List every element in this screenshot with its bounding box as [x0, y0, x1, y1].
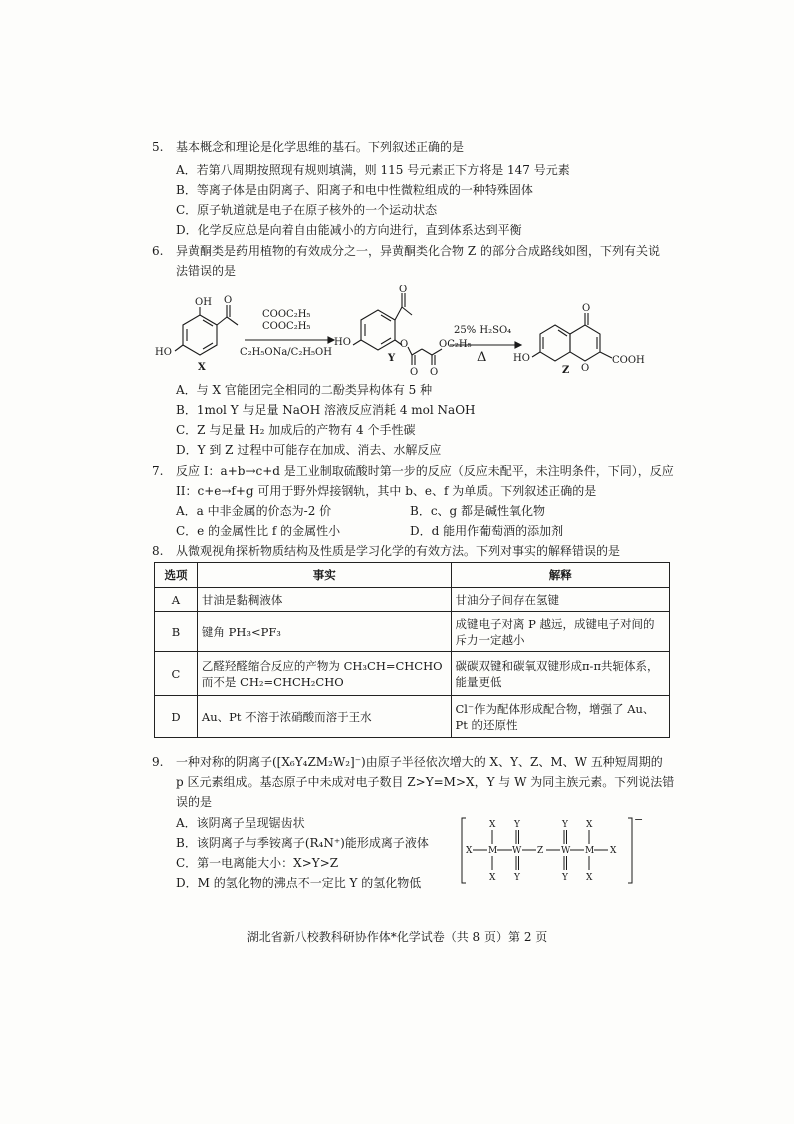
q6-number: 6. — [152, 244, 164, 258]
row-fact: 乙醛羟醛缩合反应的产物为 CH₃CH=CHCHO 而不是 CH₂=CHCH₂CHO — [197, 652, 451, 696]
z-o-label-top: O — [582, 303, 591, 314]
row-option: D — [155, 696, 198, 738]
q8-table — [154, 562, 670, 738]
q9-stem-line2: p 区元素组成。基态原子中未成对电子数目 Z>Y=M>X，Y 与 W 为同主族元素。下列说法错 — [176, 775, 675, 789]
q9-number: 9. — [152, 755, 164, 769]
z-pyrone-ring — [570, 325, 600, 361]
atom-x: X — [610, 846, 617, 856]
z-compound-label: Z — [562, 365, 570, 376]
z-cooh-label: COOH — [612, 355, 645, 366]
q5-option-d: D．化学反应总是向着自由能减小的方向进行，直到体系达到平衡 — [176, 223, 522, 237]
table-header-row — [155, 563, 670, 588]
q5-stem: 基本概念和理论是化学思维的基石。下列叙述正确的是 — [176, 140, 465, 154]
atom-x: X — [489, 873, 496, 883]
q6-option-a: A．与 X 官能团完全相同的二酚类异构体有 5 种 — [176, 383, 433, 397]
y-o-label-carbonyl2: O — [430, 367, 439, 378]
z-benzene-ring — [540, 325, 570, 361]
atom-x: X — [466, 846, 473, 856]
q7-number: 7. — [152, 464, 164, 478]
atom-y: Y — [562, 820, 568, 830]
atom-y: Y — [562, 873, 568, 883]
q6-stem-line2: 法错误的是 — [176, 264, 237, 278]
reagent2-line2: Δ — [477, 350, 487, 365]
atom-z: Z — [537, 846, 544, 856]
row-fact: 键角 PH₃<PF₃ — [197, 612, 451, 652]
row-explanation: 成键电子对离 P 越远，成键电子对间的 斥力一定越小 — [451, 612, 670, 652]
z-ho-label: HO — [513, 353, 530, 364]
x-compound-label: X — [198, 362, 206, 373]
y-o-label-top: O — [399, 285, 408, 295]
row-option: A — [155, 588, 198, 612]
q7-option-a: A．a 中非金属的价态为-2 价 — [176, 504, 332, 518]
anion-charge: − — [634, 815, 644, 826]
y-oc2h5-label: OC₂H₅ — [439, 339, 472, 350]
y-o-label-ester: O — [400, 339, 409, 350]
atom-m: M — [488, 846, 498, 856]
row-explanation: 碳碳双键和碳氧双键形成π-π共轭体系， 能量更低 — [451, 652, 670, 696]
row-explanation: 甘油分子间存在氢键 — [451, 588, 670, 612]
q8-number: 8. — [152, 544, 164, 558]
q5-option-b: B．等离子体是由阴离子、阳离子和电中性微粒组成的一种特殊固体 — [176, 183, 533, 197]
page-footer: 湖北省新八校教科研协作体*化学试卷（共 8 页）第 2 页 — [246, 930, 548, 944]
anion-structure — [458, 815, 648, 887]
x-oh-label: OH — [195, 297, 212, 308]
q9-option-d: D．M 的氢化物的沸点不一定比 Y 的氢化物低 — [176, 876, 422, 890]
atom-x: X — [586, 873, 593, 883]
q9-option-b: B．该阴离子与季铵离子(R₄N⁺)能形成离子液体 — [176, 836, 429, 850]
reagent1-line2: COOC₂H₅ — [262, 321, 311, 332]
y-benzene-ring — [361, 310, 395, 350]
reagent2-line1: 25% H₂SO₄ — [454, 325, 512, 336]
q6-option-c: C．Z 与足量 H₂ 加成后的产物有 4 个手性碳 — [176, 423, 416, 437]
q9-stem-line3: 误的是 — [176, 795, 213, 809]
q9-stem-line1: 一种对称的阴离子([X₆Y₄ZM₂W₂]⁻)由原子半径依次增大的 X、Y、Z、M、W 五种短周期的 — [176, 755, 663, 769]
q6-option-d: D．Y 到 Z 过程中可能存在加成、消去、水解反应 — [176, 443, 442, 457]
row-fact: 甘油是黏稠液体 — [197, 588, 451, 612]
atom-w: W — [512, 846, 522, 856]
header-fact: 事实 — [197, 563, 451, 588]
header-option: 选项 — [155, 563, 198, 588]
q7-option-d: D．d 能用作葡萄酒的添加剂 — [410, 524, 564, 538]
q5-number: 5. — [152, 140, 164, 154]
y-compound-label: Y — [388, 353, 396, 364]
q7-option-c: C．e 的金属性比 f 的金属性小 — [176, 524, 341, 538]
q7-stem-line1: 反应 I：a+b→c+d 是工业制取硫酸时第一步的反应（反应未配平，未注明条件，下同），反应 — [176, 464, 674, 478]
q8-stem: 从微观视角探析物质结构及性质是学习化学的有效方法。下列对事实的解释错误的是 — [176, 544, 621, 558]
reagent1-line1: COOC₂H₅ — [262, 309, 311, 320]
q9-option-c: C．第一电离能大小：X>Y>Z — [176, 856, 339, 870]
atom-x: X — [489, 820, 496, 830]
x-benzene-ring — [183, 315, 217, 355]
atom-m: M — [585, 846, 595, 856]
table-row — [155, 588, 670, 612]
table-row — [155, 696, 670, 738]
synthesis-scheme — [150, 285, 710, 380]
atom-y: Y — [514, 873, 520, 883]
q5-option-c: C．原子轨道就是电子在原子核外的一个运动状态 — [176, 203, 438, 217]
row-explanation: Cl⁻作为配体形成配合物，增强了 Au、 Pt 的还原性 — [451, 696, 670, 738]
x-o-label: O — [224, 295, 233, 306]
y-o-label-carbonyl1: O — [410, 367, 419, 378]
reagent1-line3: C₂H₅ONa/C₂H₅OH — [240, 347, 332, 358]
atom-w: W — [561, 846, 571, 856]
q9-option-a: A．该阴离子呈现锯齿状 — [176, 816, 305, 830]
q5-option-a: A．若第八周期按照现有规则填满，则 115 号元素正下方将是 147 号元素 — [176, 163, 570, 177]
table-row — [155, 612, 670, 652]
table-row — [155, 652, 670, 696]
y-ho-label: HO — [334, 337, 351, 348]
atom-y: Y — [514, 820, 520, 830]
header-explanation: 解释 — [451, 563, 670, 588]
row-option: C — [155, 652, 198, 696]
z-o-label-ring: O — [581, 363, 590, 374]
q7-option-b: B．c、g 都是碱性氧化物 — [410, 504, 546, 518]
q6-option-b: B．1mol Y 与足量 NaOH 溶液反应消耗 4 mol NaOH — [176, 403, 476, 417]
atom-x: X — [586, 820, 593, 830]
q7-stem-line2: II：c+e→f+g 可用于野外焊接钢轨，其中 b、e、f 为单质。下列叙述正确的是 — [176, 484, 597, 498]
row-fact: Au、Pt 不溶于浓硝酸而溶于王水 — [197, 696, 451, 738]
right-bracket — [628, 818, 632, 883]
row-option: B — [155, 612, 198, 652]
q6-stem-line1: 异黄酮类是药用植物的有效成分之一，异黄酮类化合物 Z 的部分合成路线如图，下列有关说 — [176, 244, 660, 258]
x-ho-label: HO — [155, 347, 172, 358]
